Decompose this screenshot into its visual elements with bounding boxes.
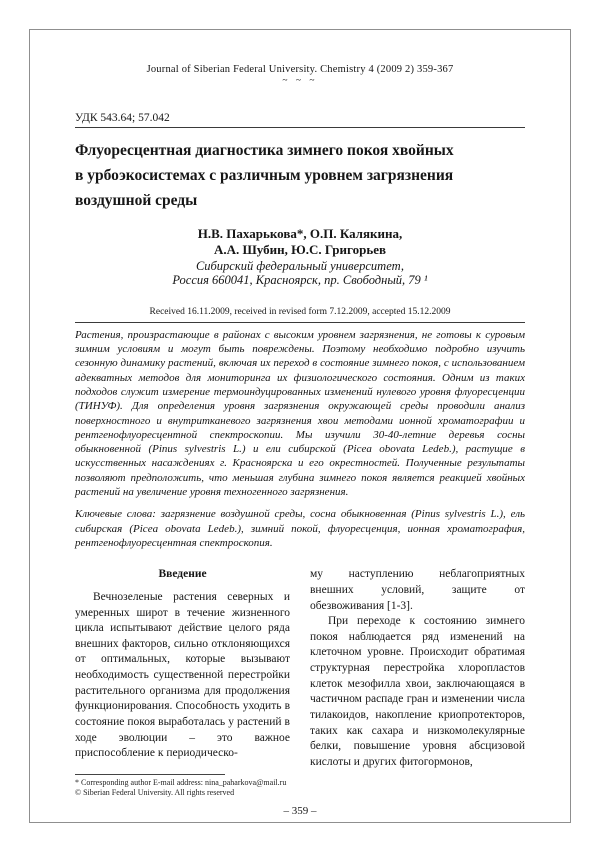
title-line-2: в урбоэкосистемах с различным уровнем загрязнения <box>75 166 454 184</box>
affiliation-line-2: Россия 660041, Красноярск, пр. Свободный, 79 ¹ <box>172 273 428 288</box>
header-rule <box>75 127 525 128</box>
article-title <box>75 139 525 213</box>
affiliation <box>75 259 525 288</box>
authors-line-2: А.А. Шубин, Ю.С. Григорьев <box>213 241 387 257</box>
keywords-text: Ключевые слова: загрязнение воздушной среды, сосна обыкновенная (Pinus sylvestris L.), ель сибирская (Picea obovata Ledeb.), зимний покой, флуоресценция, ионная хроматография, рентгенофлуоресцентная спектроскопия. <box>75 508 525 549</box>
left-column <box>75 567 290 770</box>
title-line-1: Флуоресцентная диагностика зимнего покоя хвойных <box>75 142 454 159</box>
abstract-rule <box>75 322 525 323</box>
right-column-paragraph-2: При переходе к состоянию зимнего покоя наблюдается ряд изменений на клеточном уровне. Происходит обратимая структурная перестройка хлоропластов клеток мезофилла хвои, заключающаяся в частичном распаде гран и изменении числа тилакоидов, накопление криопротекторов, таких как сахара и низкомолекулярные белки, повышение уровня абсцизовой кислоты и других фитогормонов, <box>310 615 525 768</box>
abstract-text: Растения, произрастающие в районах с высоким уровнем загрязнения, не готовы к суровым зимним условиям и могут быть повреждены. Поэтому необходимо подробно изучить сезонную динамику растений, включая их переход в состояние зимнего покоя, с использованием адекватных методов для мониторинга их физиологического состояния. Одним из таких подходов служит измерение термоиндуцированных изменений нулевого уровня флуоресценции (ТИНУФ). Для определения уровня загрязнения окружающей среды проводили анализ поверхностного и внутритканевого загрязнения хвои методами ионной хроматографии и рентгенофлуоресцентной спектроскопии. Мы изучили 30-40-летние деревья сосны обыкновенной (Pinus sylvestris L.) и ели сибирской (Picea obovata Ledeb.), растущие в искусственных насаждениях г. Красноярска и его окрестностей. Полученные результаты позволяют предположить, что меньшая глубина зимнего покоя является реакцией хвойных растений на увеличение уровня техногенного загрязнения. <box>75 328 525 499</box>
right-column <box>310 567 525 770</box>
section-heading-introduction: Введение <box>158 568 207 581</box>
footnote-email-line: * Corresponding author E-mail address: nina_paharkova@mail.ru <box>75 778 287 787</box>
footnote-copyright-line: © Siberian Federal University. All rights reserved <box>75 788 235 798</box>
body-columns <box>75 567 525 770</box>
authors <box>75 226 525 257</box>
page-content <box>75 64 525 770</box>
right-column-paragraph-1: му наступлению неблагоприятных внешних условий, защите от обезвоживания [1-3]. <box>310 568 525 612</box>
authors-line-1: Н.В. Пахарькова*, О.П. Калякина, <box>197 226 403 242</box>
page-number: – 359 – <box>283 805 317 817</box>
footnote-rule <box>75 774 225 775</box>
journal-header: Journal of Siberian Federal University. Chemistry 4 (2009 2) 359-367 <box>146 64 454 75</box>
tilde-divider: ~ ~ ~ <box>282 76 318 86</box>
footnote <box>75 774 405 799</box>
udc-code: УДК 543.64; 57.042 <box>75 112 170 124</box>
left-column-paragraph: Вечнозеленые растения северных и умеренных широт в течение жизненного цикла испытывают действие целого ряда внешних факторов, сильно отклоняющихся от оптимальных, которые вызывают необходимость существенной перестройки растительного организма для продолжения функционирования. Способность уходить в состояние покоя выработалась у растений в ходе эволюции – это важное приспособление к периодическо- <box>75 590 290 760</box>
received-dates: Received 16.11.2009, received in revised form 7.12.2009, accepted 15.12.2009 <box>149 306 451 317</box>
affiliation-line-1: Сибирский федеральный университет, <box>195 259 405 274</box>
title-line-3: воздушной среды <box>75 191 198 209</box>
